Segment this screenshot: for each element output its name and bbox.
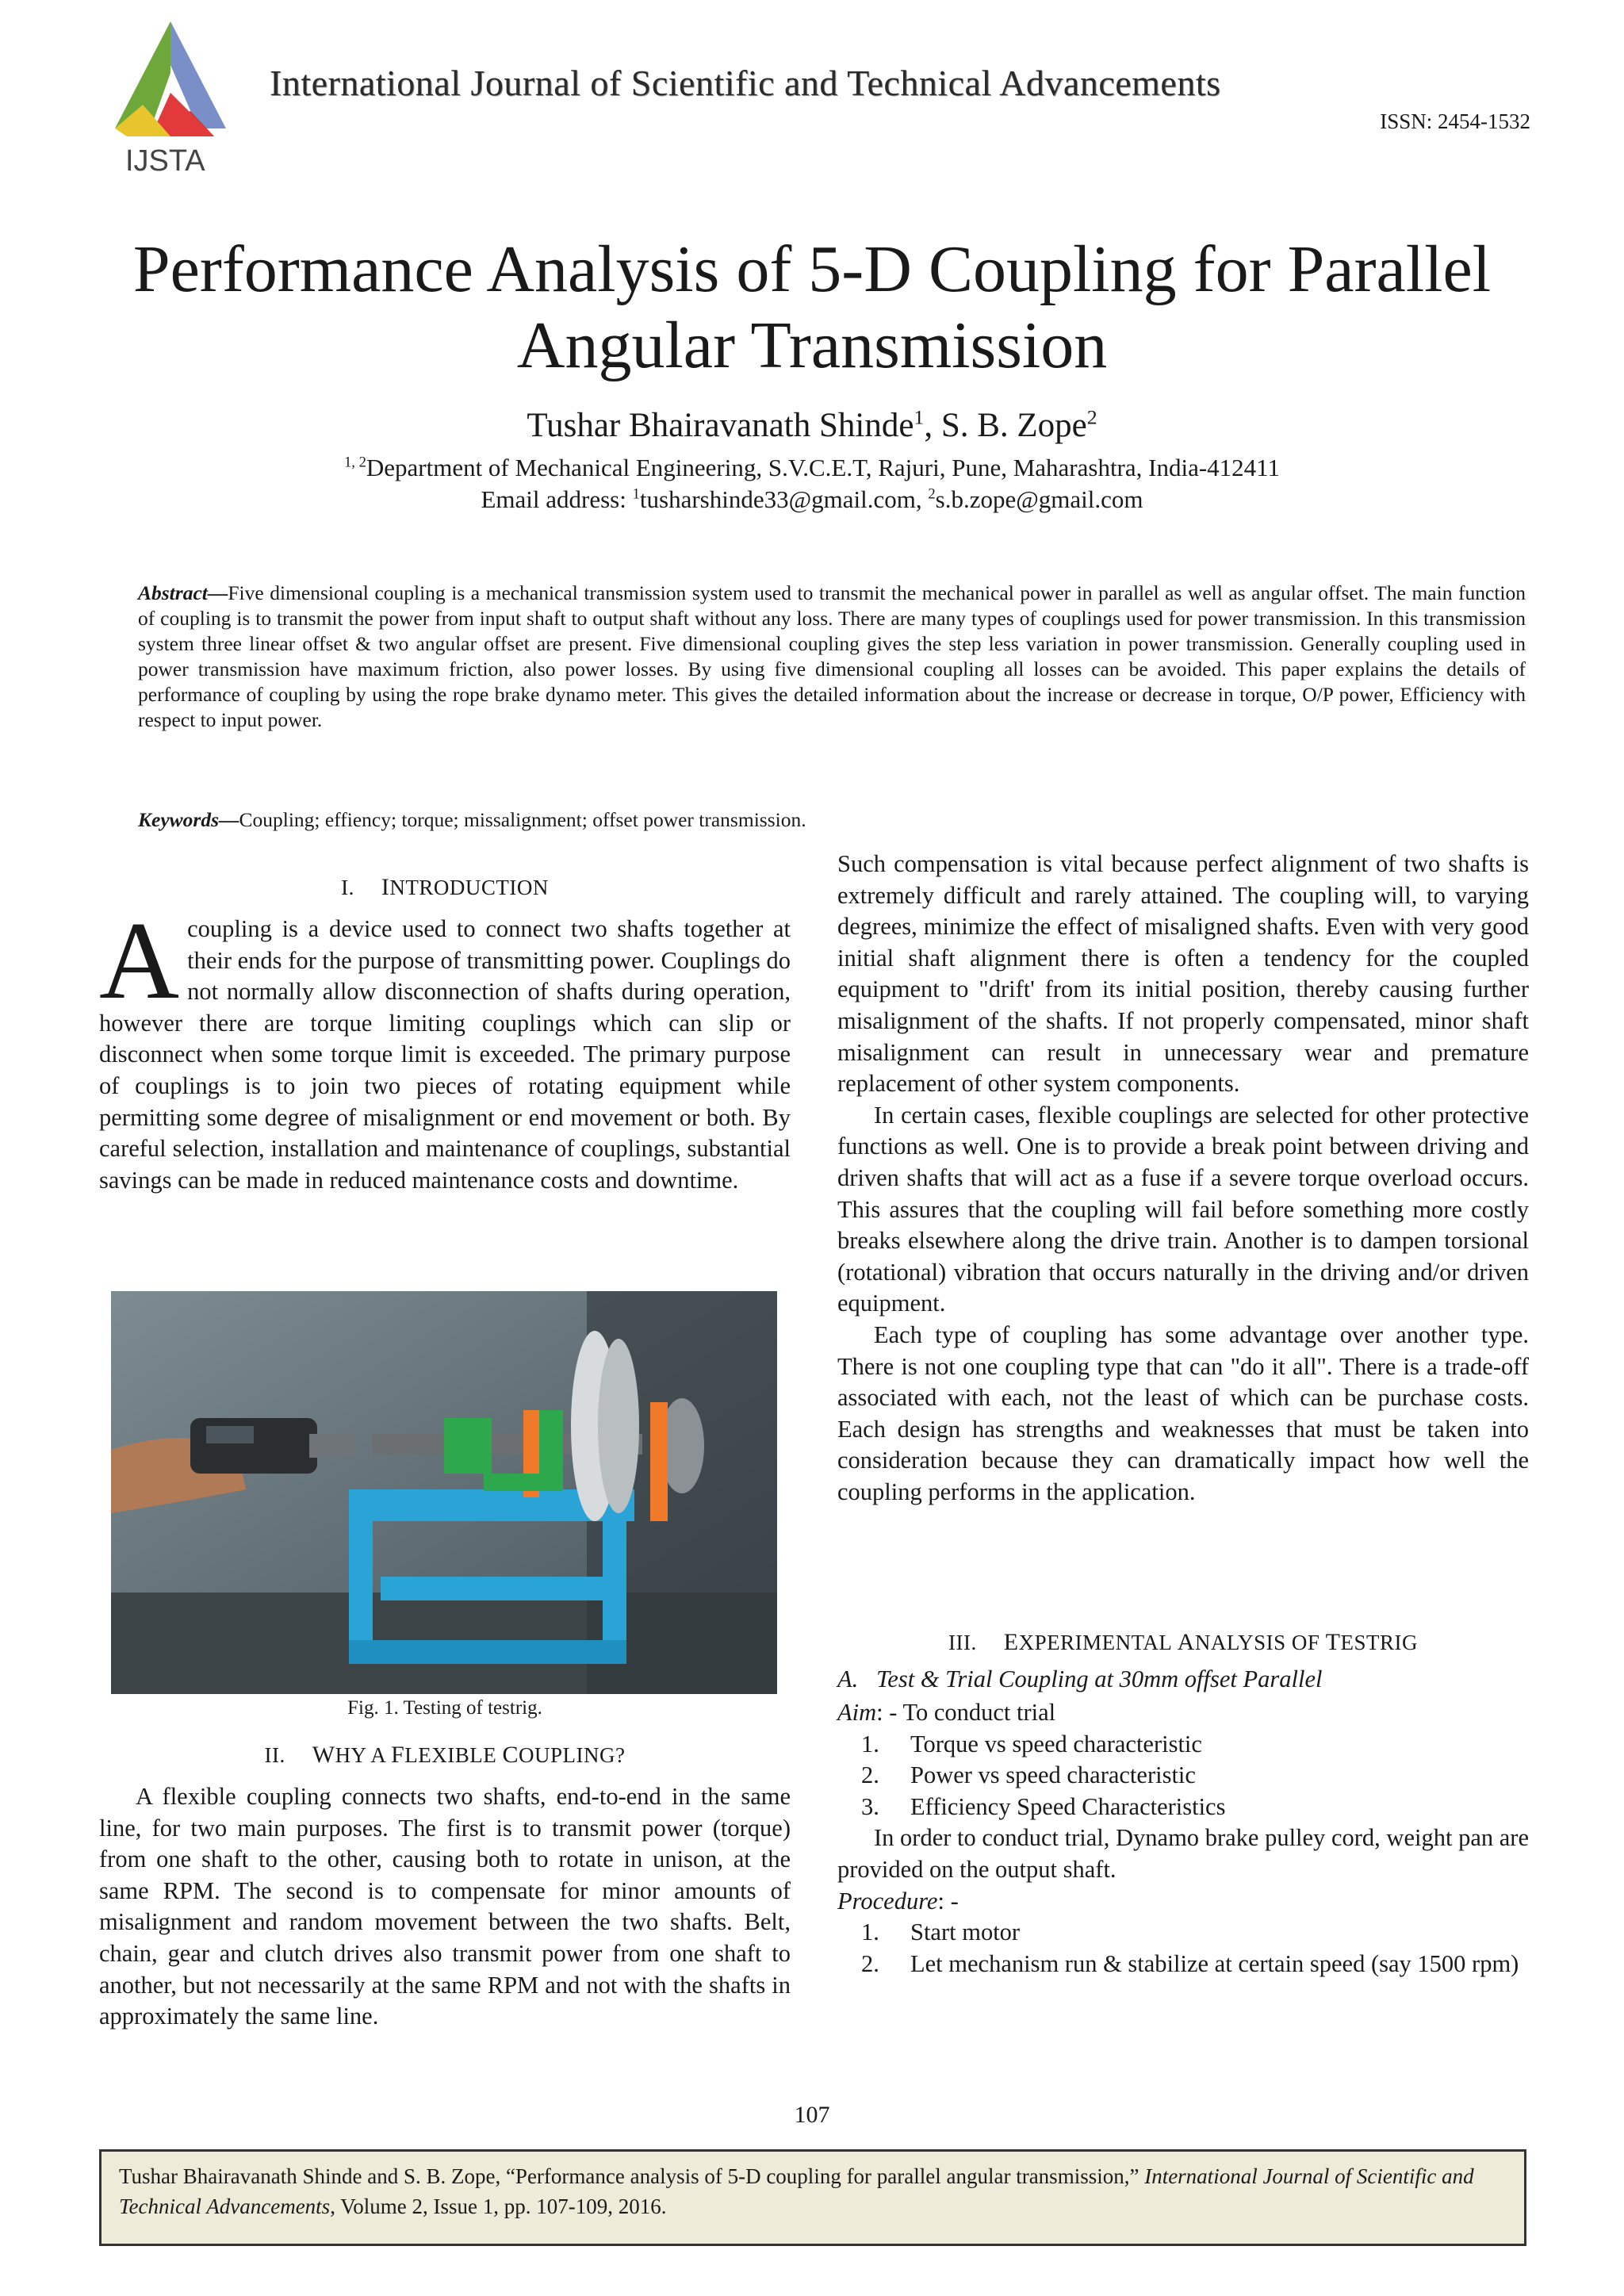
aim-label: Aim bbox=[837, 1699, 877, 1726]
author-sup: 1 bbox=[914, 405, 925, 429]
heading-number: II. bbox=[264, 1743, 285, 1767]
procedure-list bbox=[837, 1917, 1529, 1980]
heading-number: III. bbox=[948, 1631, 977, 1654]
author-name: S. B. Zope bbox=[940, 407, 1087, 444]
authors bbox=[0, 406, 1624, 445]
list-number: 2. bbox=[861, 1761, 879, 1789]
heading-text: HY A bbox=[335, 1743, 392, 1767]
author-sup: 2 bbox=[1086, 405, 1097, 429]
list-item bbox=[837, 1729, 1529, 1761]
list-number: 1. bbox=[861, 1730, 879, 1757]
heading-text: NALYSIS OF bbox=[1194, 1631, 1326, 1654]
author-separator: , bbox=[924, 407, 941, 444]
heading-text: LEXIBLE bbox=[404, 1743, 503, 1767]
logo-text: IJSTA bbox=[125, 144, 205, 178]
intro-text: coupling is a device used to connect two shafts together at their ends for the purpose of transmitting power. Couplings do not normally allow disconnection of shafts during operation, however there are torque limiting couplings which can slip or disconnect when some torque limit is exceeded. The primary purpose of couplings is to join two pieces of rotating equipment while permitting some degree of misalignment or end movement or both. By careful selection, installation and maintenance of couplings, substantial savings can be made in reduced maintenance costs and downtime. bbox=[99, 915, 791, 1194]
keywords-text: Coupling; effiency; torque; missalignment; offset power transmission. bbox=[239, 808, 806, 831]
affiliation bbox=[0, 454, 1624, 482]
heading-text: OUPLING? bbox=[519, 1743, 626, 1767]
list-item bbox=[837, 1917, 1529, 1949]
abstract-label: Abstract— bbox=[138, 581, 228, 604]
aim-list bbox=[837, 1729, 1529, 1823]
affiliation-text: Department of Mechanical Engineering, S.V.C.E.T, Rajuri, Pune, Maharashtra, India-412411 bbox=[366, 454, 1281, 481]
journal-logo bbox=[95, 17, 246, 184]
email-separator: , bbox=[915, 485, 929, 513]
section-heading-intro bbox=[99, 874, 791, 901]
paragraph: Such compensation is vital because perfect alignment of two shafts is extremely difficult and rarely attained. The coupling will, to varying degrees, minimize the effect of misaligned shafts. Even with very good initial shaft alignment there is often a tendency for the coupled equipment to "drift' from its initial position, thereby causing further misalignment of the shafts. If not properly compensated, minor shaft misalignment can result in unnecessary wear and premature replacement of other system components. bbox=[837, 850, 1529, 1098]
heading-initial: W bbox=[312, 1742, 335, 1768]
list-item bbox=[837, 1760, 1529, 1792]
subsection-heading: A. Test & Trial Coupling at 30mm offset Parallel bbox=[837, 1665, 1323, 1692]
aim-block bbox=[837, 1697, 1529, 1980]
paper-title bbox=[0, 232, 1624, 384]
list-text: Let mechanism run & stabilize at certain speed (say 1500 rpm) bbox=[910, 1949, 1519, 1977]
author-name: Tushar Bhairavanath Shinde bbox=[527, 407, 914, 444]
email-sup: 1 bbox=[632, 485, 640, 503]
list-number: 2. bbox=[861, 1949, 879, 1977]
figure-photo bbox=[111, 1291, 777, 1694]
abstract-text: Five dimensional coupling is a mechanical transmission system used to transmit the mechanical power in parallel as well as angular offset. The main function of coupling is to transmit the power from input shaft to output shaft without any loss. There are many types of couplings used for power transmission. In this transmission system three linear offset & two angular offset are present. Five dimensional coupling gives the step less variation in power transmission. Generally coupling used in power transmission have maximum friction, also power losses. By using five dimensional coupling all losses can be avoided. This paper explains the details of performance of coupling by using the rope brake dynamo meter. This gives the detailed information about the increase or decrease in torque, O/P power, Efficiency with respect to input power. bbox=[138, 581, 1526, 731]
keywords bbox=[138, 807, 1526, 833]
email-address: s.b.zope@gmail.com bbox=[935, 485, 1143, 513]
heading-text: NTRODUCTION bbox=[389, 876, 549, 899]
title-line: Angular Transmission bbox=[516, 309, 1108, 382]
affiliation-sup: 1, 2 bbox=[343, 454, 366, 471]
citation-text bbox=[119, 2161, 1507, 2221]
heading-initial: C bbox=[502, 1742, 519, 1768]
citation-box bbox=[99, 2149, 1526, 2246]
citation-journal: International Journal of Scientific and Technical Advancements bbox=[119, 2164, 1474, 2218]
email-label: Email address: bbox=[481, 485, 633, 513]
section-heading-why bbox=[99, 1742, 791, 1769]
aim-text: : - To conduct trial bbox=[876, 1699, 1056, 1726]
list-number: 3. bbox=[861, 1792, 879, 1820]
page-number: 107 bbox=[794, 2102, 830, 2128]
list-text: Start motor bbox=[910, 1918, 1021, 1946]
figure-caption: Fig. 1. Testing of testrig. bbox=[347, 1697, 542, 1719]
heading-initial: I bbox=[381, 874, 390, 900]
citation-part: Tushar Bhairavanath Shinde and S. B. Zope, “Performance analysis of 5-D coupling for parallel angular transmission,” bbox=[119, 2164, 1145, 2188]
heading-initial: E bbox=[1003, 1629, 1019, 1655]
title-line: Performance Analysis of 5-D Coupling for Parallel bbox=[132, 232, 1492, 306]
email-line bbox=[0, 485, 1624, 514]
procedure-label: Procedure bbox=[837, 1887, 938, 1915]
keywords-label: Keywords— bbox=[138, 808, 239, 831]
email-address: tusharshinde33@gmail.com bbox=[639, 485, 916, 513]
heading-text: XPERIMENTAL bbox=[1018, 1631, 1178, 1654]
list-number: 1. bbox=[861, 1918, 879, 1946]
list-item bbox=[837, 1949, 1529, 1980]
email-sup: 2 bbox=[928, 485, 936, 503]
heading-text: ESTRIG bbox=[1340, 1631, 1418, 1654]
drop-cap: A bbox=[99, 899, 180, 1022]
list-text: Torque vs speed characteristic bbox=[910, 1730, 1202, 1757]
intro-paragraph bbox=[99, 899, 791, 1196]
list-text: Power vs speed characteristic bbox=[910, 1761, 1196, 1789]
aim-line bbox=[837, 1697, 1529, 1729]
procedure-suffix: : - bbox=[937, 1887, 959, 1915]
heading-initial: T bbox=[1325, 1629, 1341, 1655]
citation-part: , Volume 2, Issue 1, pp. 107-109, 2016. bbox=[330, 2194, 667, 2218]
heading-initial: A bbox=[1177, 1629, 1195, 1655]
heading-number: I. bbox=[341, 876, 354, 899]
journal-name: International Journal of Scientific and Technical Advancements bbox=[270, 63, 1221, 103]
procedure-line bbox=[837, 1886, 1529, 1918]
paragraph: Each type of coupling has some advantage over another type. There is not one coupling type that can "do it all". There is a trade-off associated with each, not the least of which can be purchase costs. Each design has strengths and weaknesses that must be taken into consideration because they can dramatically impact how well the coupling performs in the application. bbox=[837, 1320, 1529, 1505]
paragraph: In certain cases, flexible couplings are selected for other protective functions as well. One is to provide a break point between driving and driven shafts that will act as a fuse if a severe torque overload occurs. This assures that the coupling will fail before something more costly breaks elsewhere along the drive train. Another is to dampen torsional (rotational) vibration that occurs naturally in the driving and/or driven equipment. bbox=[837, 1101, 1529, 1317]
heading-initial: F bbox=[391, 1742, 405, 1768]
list-item bbox=[837, 1792, 1529, 1823]
trial-paragraph: In order to conduct trial, Dynamo brake pulley cord, weight pan are provided on the output shaft. bbox=[837, 1824, 1529, 1883]
section-heading-experimental bbox=[837, 1629, 1529, 1656]
right-column-text bbox=[837, 849, 1529, 1508]
abstract bbox=[138, 581, 1526, 733]
list-text: Efficiency Speed Characteristics bbox=[910, 1792, 1226, 1820]
why-paragraph: A flexible coupling connects two shafts, end-to-end in the same line, for two main purposes. The first is to transmit power (torque) from one shaft to the other, causing both to rotate in unison, at the same RPM. The second is to compensate for minor amounts of misalignment and random movement between the two shafts. Belt, chain, gear and clutch drives also transmit power from one shaft to another, but not necessarily at the same RPM and not with the shafts in approximately the same line. bbox=[99, 1783, 791, 2030]
issn: ISSN: 2454-1532 bbox=[1380, 109, 1530, 133]
